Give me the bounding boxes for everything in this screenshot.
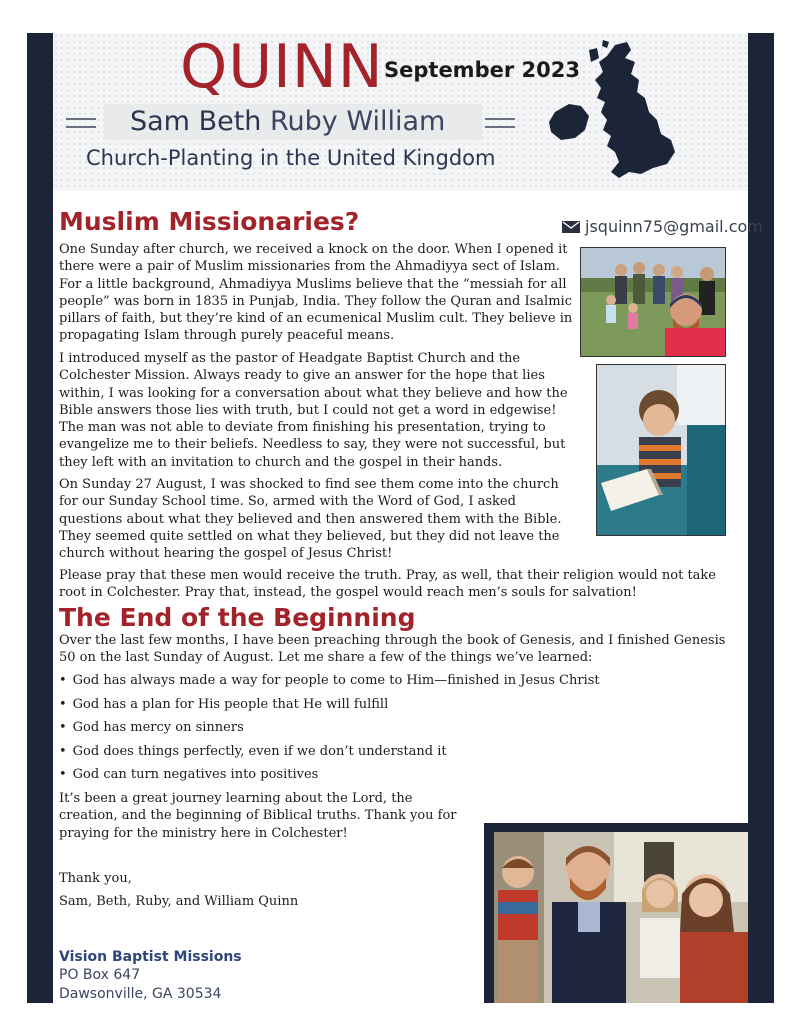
list-item: • God has mercy on sinners xyxy=(59,719,600,743)
email-address[interactable]: jsquinn75@gmail.com xyxy=(585,217,763,236)
paragraph-sunday-visit: On Sunday 27 August, I was shocked to find see them come into the church for our Sunday School time. So, armed with the Word of God, I asked questions about what they believed and then answered them with the Bible. They seemed quite settled on what they believed, but they did not leave the church without hearing the gospel of Jesus Christ! xyxy=(59,477,562,562)
address-line-1: PO Box 647 xyxy=(59,967,141,983)
family-member-names xyxy=(130,106,445,137)
family-photo xyxy=(494,832,748,1003)
paragraph-introduction: I introduced myself as the pastor of Headgate Baptist Church and the Colchester Mission. Always ready to give an answer for the hope that lies within, I was looking for a conversation about what they believe and how the Bible answers those lies with truth, but I could not get a word in edgewise! The man was not able to deviate from finishing his presentation, trying to evangelize me to their beliefs. Needless to say, they were not successful, but they left with an invitation to church and the gospel in their hands. xyxy=(59,351,568,470)
paragraph-closing: It’s been a great journey learning about the Lord, the creation, and the beginning of Biblical truths. Thank you for praying for the ministry here in Colchester! xyxy=(59,791,457,841)
boy-reading-bible-photo xyxy=(596,364,726,536)
list-item: • God does things perfectly, even if we don’t understand it xyxy=(59,743,600,767)
section-heading-muslim-missionaries: Muslim Missionaries? xyxy=(59,207,360,236)
dash-decoration-left xyxy=(66,126,96,128)
names-bold: Sam Beth xyxy=(130,106,262,137)
organization-name: Vision Baptist Missions xyxy=(59,949,242,965)
list-item: • God has always made a way for people to come to Him—finished in Jesus Christ xyxy=(59,672,600,696)
paragraph-knock-on-door: One Sunday after church, we received a knock on the door. When I opened it there were a pair of Muslim missionaries from the Ahmadiyya sect of Islam. For a little background, Ahmadiyya Muslims believe that the “messiah for all people” was born in 1835 in Punjab, India. They follow the Quran and Isalmic pillars of faith, but they’re kind of an ecumenical Muslim cult. They believe in propagating Islam through purely peaceful means. xyxy=(59,242,573,344)
section-heading-end-of-beginning: The End of the Beginning xyxy=(59,603,416,632)
paragraph-genesis-intro: Over the last few months, I have been preaching through the book of Genesis, and I finished Genesis 50 on the last Sunday of August. Let me share a few of the things we’ve learned: xyxy=(59,633,726,666)
names-light: Ruby William xyxy=(270,106,446,137)
dash-decoration-left xyxy=(66,118,96,120)
dash-decoration-right xyxy=(485,126,515,128)
family-name-title: QUINN xyxy=(180,32,384,102)
right-border-bar-lower xyxy=(748,823,774,1003)
envelope-icon xyxy=(562,221,580,233)
lessons-list xyxy=(59,672,600,790)
newsletter-date: September 2023 xyxy=(384,58,580,82)
address-line-2: Dawsonville, GA 30534 xyxy=(59,986,222,1002)
signoff-names: Sam, Beth, Ruby, and William Quinn xyxy=(59,894,299,909)
left-border-bar xyxy=(27,33,53,1003)
ministry-subtitle: Church-Planting in the United Kingdom xyxy=(86,146,496,170)
group-selfie-photo xyxy=(580,247,726,357)
paragraph-prayer-request: Please pray that these men would receive the truth. Pray, as well, that their religion would not take root in Colchester. Pray that, instead, the gospel would reach men’s souls for salvation! xyxy=(59,568,716,601)
signoff-thanks: Thank you, xyxy=(59,871,132,886)
dash-decoration-right xyxy=(485,118,515,120)
contact-email[interactable] xyxy=(562,217,763,236)
list-item: • God can turn negatives into positives xyxy=(59,766,600,790)
right-border-bar xyxy=(748,33,774,823)
list-item: • God has a plan for His people that He will fulfill xyxy=(59,696,600,720)
uk-map-icon xyxy=(545,40,685,190)
